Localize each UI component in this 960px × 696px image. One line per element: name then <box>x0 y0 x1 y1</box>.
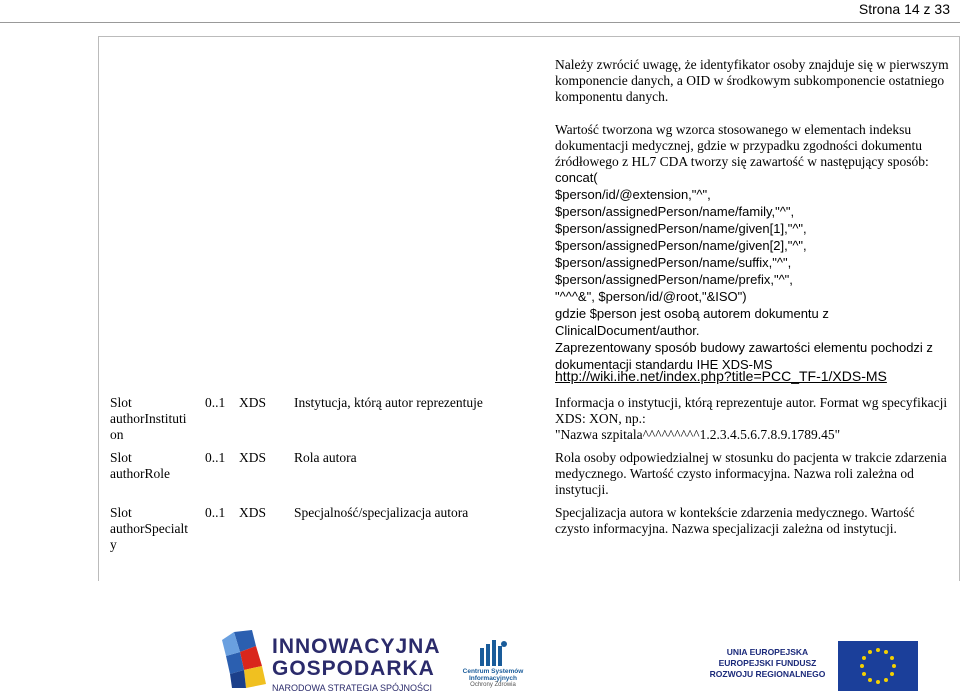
row-description-author-value: Wartość tworzona wg wzorca stosowanego w elementach indeksu dokumentacji medycznej, gdzie w przypadku zgodności dokumentu źródłowego z HL7 CDA tworzy się zawartość w następujący sposób: <box>555 122 929 169</box>
cardinality: 0..1 <box>205 505 226 520</box>
ig-line3: NARODOWA STRATEGIA SPÓJNOŚCI <box>272 683 433 693</box>
csioz-text <box>438 668 548 688</box>
csioz-logo-icon <box>478 640 508 671</box>
csioz-line2: Ochrony Zdrowia <box>470 682 516 688</box>
field-name: Rola autora <box>294 450 357 465</box>
slot-name-authorRole: Slot authorRole <box>110 450 170 481</box>
field-description: Informacja o instytucji, którą reprezentuje autor. Format wg specyfikacji XDS: XON, np.: "Nazwa szpitala^^^^^^^^^1.2.3.4.5.6.7.8.9.1789.45" <box>555 395 948 442</box>
slot-name-authorSpecialty: Slot authorSpecialt y <box>110 505 188 552</box>
eu-fund-text: UNIA EUROPEJSKA EUROPEJSKI FUNDUSZ ROZWOJU REGIONALNEGO <box>709 647 826 679</box>
row-description-id-note: Należy zwrócić uwagę, że identyfikator osoby znajduje się w pierwszym komponencie danych, a OID w środkowym subkomponencie ostatniego komponentu danych. <box>555 57 949 104</box>
cardinality: 0..1 <box>205 395 226 410</box>
csioz-line1: Centrum Systemów Informacyjnych <box>462 668 524 682</box>
type: XDS <box>239 505 267 520</box>
page-number <box>0 0 960 22</box>
ig-line1: INNOWACYJNA <box>272 635 441 658</box>
innowacyjna-gospodarka-text <box>272 636 441 694</box>
header-divider <box>0 22 960 23</box>
ig-line2: GOSPODARKA <box>272 657 435 680</box>
slot-name-authorInstitution: Slot authorInstituti on <box>110 395 187 442</box>
type: XDS <box>239 450 267 465</box>
field-description: Specjalizacja autora w kontekście zdarzenia medycznego. Wartość czysto informacyjna. Nazwa specjalizacji zależna od instytucji. <box>555 505 915 536</box>
page-number-prefix: Strona <box>858 1 901 17</box>
field-name: Specjalność/specjalizacja autora <box>294 505 469 520</box>
type: XDS <box>239 395 267 410</box>
ihe-xds-ms-link[interactable]: http://wiki.ihe.net/index.php?title=PCC_TF-1/XDS-MS <box>555 368 887 384</box>
page-number-total: 33 <box>934 1 950 17</box>
page-number-sep: z <box>923 1 931 17</box>
cardinality: 0..1 <box>205 450 226 465</box>
field-name: Instytucja, którą autor reprezentuje <box>294 395 483 410</box>
eu-flag-icon <box>838 641 918 696</box>
page-number-current: 14 <box>904 1 920 17</box>
innowacyjna-gospodarka-logo-icon <box>222 630 268 693</box>
field-description: Rola osoby odpowiedzialnej w stosunku do pacjenta w trakcie zdarzenia medycznego. Wartość czysto informacyjna. Nazwa roli zależna od instytucji. <box>555 450 947 497</box>
code-concat-block: concat( $person/id/@extension,"^", $person/assignedPerson/name/family,"^", $person/assignedPerson/name/given[1],"^", $person/assignedPerson/name/given[2],"^", $person/assignedPerson/name/suffix,"^", $person/assignedPerson/name/prefix,"^", "^^^&", $person/id/@root,"&ISO") gdzie $person jest osobą autorem dokumentu z ClinicalDocument/author. Zaprezentowany sposób budowy zawartości elementu pochodzi z dokumentacji standardu IHE XDS-MS <box>555 170 933 372</box>
